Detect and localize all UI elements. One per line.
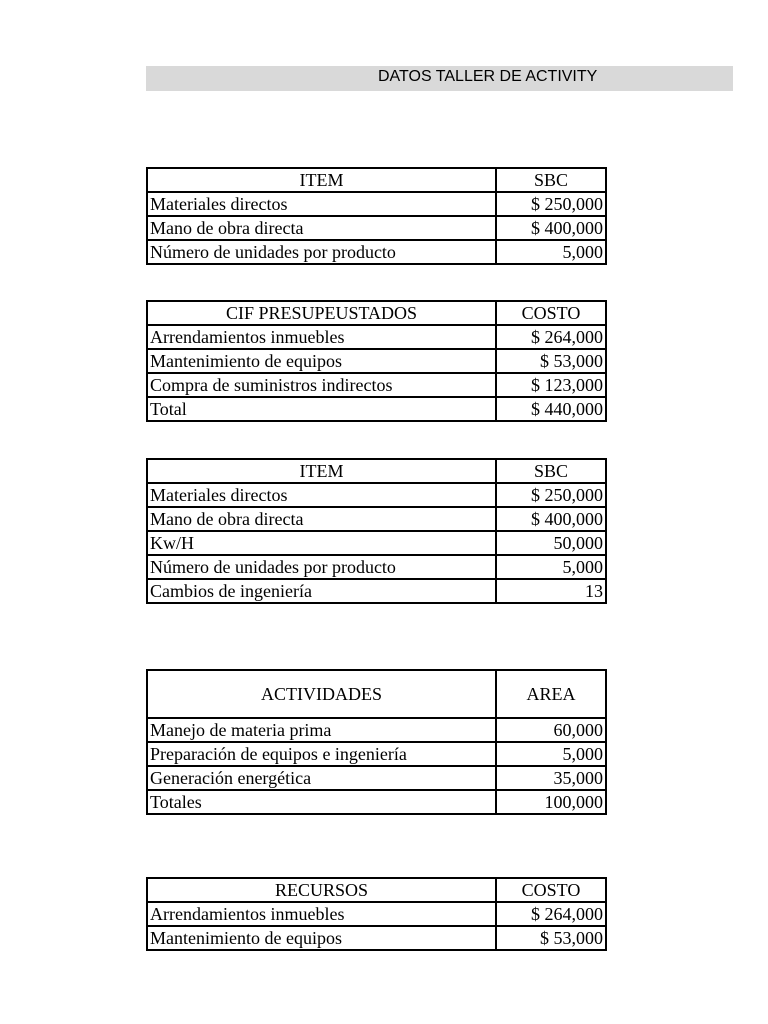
row-label[interactable]: Mano de obra directa: [147, 216, 496, 240]
row-label[interactable]: Totales: [147, 790, 496, 814]
row-label[interactable]: Cambios de ingeniería: [147, 579, 496, 603]
table-header-row: [147, 301, 606, 325]
table-header-row: [147, 168, 606, 192]
row-value[interactable]: $ 400,000: [496, 216, 606, 240]
row-value[interactable]: $ 400,000: [496, 507, 606, 531]
table-row: [147, 349, 606, 373]
sheet-title-bar: [146, 66, 733, 91]
row-value[interactable]: 5,000: [496, 742, 606, 766]
column-header-item[interactable]: ITEM: [147, 168, 496, 192]
row-label[interactable]: Mano de obra directa: [147, 507, 496, 531]
row-value[interactable]: 35,000: [496, 766, 606, 790]
row-label[interactable]: Número de unidades por producto: [147, 555, 496, 579]
table-row: [147, 742, 606, 766]
row-label[interactable]: Mantenimiento de equipos: [147, 349, 496, 373]
row-label[interactable]: Kw/H: [147, 531, 496, 555]
row-label[interactable]: Preparación de equipos e ingeniería: [147, 742, 496, 766]
table-row: [147, 216, 606, 240]
item-sbc-table: [146, 167, 607, 265]
row-label[interactable]: Generación energética: [147, 766, 496, 790]
row-label[interactable]: Arrendamientos inmuebles: [147, 902, 496, 926]
row-value[interactable]: 100,000: [496, 790, 606, 814]
row-value[interactable]: $ 440,000: [496, 397, 606, 421]
column-header-cif[interactable]: CIF PRESUPEUSTADOS: [147, 301, 496, 325]
column-header-costo[interactable]: COSTO: [496, 301, 606, 325]
table-row: [147, 902, 606, 926]
table-row: [147, 531, 606, 555]
resources-cost-table: [146, 877, 607, 951]
sheet-title: DATOS TALLER DE ACTIVITY: [378, 68, 598, 85]
row-label[interactable]: Compra de suministros indirectos: [147, 373, 496, 397]
row-label[interactable]: Materiales directos: [147, 483, 496, 507]
row-label[interactable]: Número de unidades por producto: [147, 240, 496, 264]
table-row: [147, 240, 606, 264]
row-label[interactable]: Materiales directos: [147, 192, 496, 216]
row-label[interactable]: Total: [147, 397, 496, 421]
row-value[interactable]: 5,000: [496, 240, 606, 264]
row-value[interactable]: $ 53,000: [496, 349, 606, 373]
column-header-sbc[interactable]: SBC: [496, 168, 606, 192]
column-header-recursos[interactable]: RECURSOS: [147, 878, 496, 902]
table-row: [147, 926, 606, 950]
table-row: [147, 507, 606, 531]
table-row: [147, 325, 606, 349]
activities-area-table: [146, 669, 607, 815]
table-total-row: [147, 790, 606, 814]
table-row: [147, 555, 606, 579]
table-header-row: [147, 459, 606, 483]
row-label[interactable]: Arrendamientos inmuebles: [147, 325, 496, 349]
row-value[interactable]: $ 250,000: [496, 483, 606, 507]
table-row: [147, 766, 606, 790]
table-row: [147, 373, 606, 397]
item-sbc-extended-table: [146, 458, 607, 604]
row-value[interactable]: 5,000: [496, 555, 606, 579]
table-header-row: [147, 878, 606, 902]
row-value[interactable]: $ 264,000: [496, 325, 606, 349]
column-header-sbc[interactable]: SBC: [496, 459, 606, 483]
table-row: [147, 718, 606, 742]
table-row: [147, 192, 606, 216]
row-value[interactable]: 60,000: [496, 718, 606, 742]
table-row: [147, 579, 606, 603]
column-header-costo[interactable]: COSTO: [496, 878, 606, 902]
table-header-row: [147, 670, 606, 718]
row-label[interactable]: Mantenimiento de equipos: [147, 926, 496, 950]
table-total-row: [147, 397, 606, 421]
row-value[interactable]: $ 123,000: [496, 373, 606, 397]
row-value[interactable]: $ 264,000: [496, 902, 606, 926]
row-value[interactable]: $ 53,000: [496, 926, 606, 950]
row-value[interactable]: 13: [496, 579, 606, 603]
row-value[interactable]: $ 250,000: [496, 192, 606, 216]
column-header-actividades[interactable]: ACTIVIDADES: [147, 670, 496, 718]
column-header-item[interactable]: ITEM: [147, 459, 496, 483]
row-label[interactable]: Manejo de materia prima: [147, 718, 496, 742]
row-value[interactable]: 50,000: [496, 531, 606, 555]
table-row: [147, 483, 606, 507]
column-header-area[interactable]: AREA: [496, 670, 606, 718]
cif-budget-table: [146, 300, 607, 422]
